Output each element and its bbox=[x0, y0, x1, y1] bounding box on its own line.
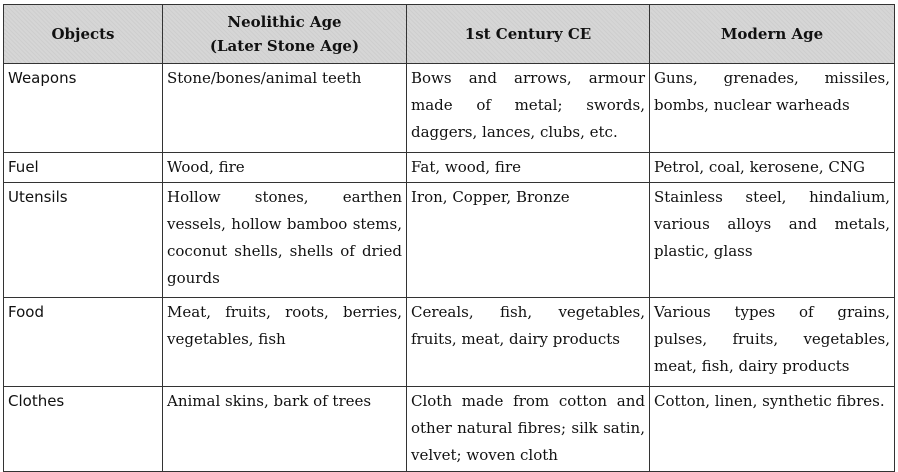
table-row bbox=[4, 298, 895, 387]
row-label-weapons: Weapons bbox=[4, 64, 163, 153]
cell-utensils-neolithic: Hollow stones, earthen vessels, hollow bamboo stems, coconut shells, shells of dried gourds bbox=[163, 183, 407, 298]
cell-clothes-neolithic: Animal skins, bark of trees bbox=[163, 387, 407, 472]
header-modern-age: Modern Age bbox=[650, 5, 895, 64]
cell-food-neolithic: Meat, fruits, roots, berries, vegetables, fish bbox=[163, 298, 407, 387]
table-row bbox=[4, 387, 895, 472]
row-label-utensils: Utensils bbox=[4, 183, 163, 298]
header-neolithic-age bbox=[163, 5, 407, 64]
cell-weapons-neolithic: Stone/bones/animal teeth bbox=[163, 64, 407, 153]
cell-weapons-modern: Guns, grenades, missiles, bombs, nuclear warheads bbox=[650, 64, 895, 153]
header-objects: Objects bbox=[4, 5, 163, 64]
cell-fuel-first-century: Fat, wood, fire bbox=[407, 153, 650, 183]
table-row bbox=[4, 183, 895, 298]
cell-food-modern: Various types of grains, pulses, fruits, vegetables, meat, fish, dairy products bbox=[650, 298, 895, 387]
cell-fuel-modern: Petrol, coal, kerosene, CNG bbox=[650, 153, 895, 183]
cell-utensils-modern: Stainless steel, hindalium, various alloys and metals, plastic, glass bbox=[650, 183, 895, 298]
cell-clothes-modern: Cotton, linen, synthetic fibres. bbox=[650, 387, 895, 472]
cell-weapons-first-century: Bows and arrows, armour made of metal; swords, daggers, lances, clubs, etc. bbox=[407, 64, 650, 153]
header-first-century: 1st Century CE bbox=[407, 5, 650, 64]
cell-food-first-century: Cereals, fish, vegetables, fruits, meat, dairy products bbox=[407, 298, 650, 387]
table-header bbox=[4, 5, 895, 64]
header-neolithic-title: Neolithic Age bbox=[227, 13, 342, 31]
table-body bbox=[4, 64, 895, 472]
table-row bbox=[4, 153, 895, 183]
cell-utensils-first-century: Iron, Copper, Bronze bbox=[407, 183, 650, 298]
table-row bbox=[4, 64, 895, 153]
comparison-table bbox=[3, 4, 895, 472]
row-label-fuel: Fuel bbox=[4, 153, 163, 183]
cell-clothes-first-century: Cloth made from cotton and other natural fibres; silk satin, velvet; woven cloth bbox=[407, 387, 650, 472]
row-label-food: Food bbox=[4, 298, 163, 387]
cell-fuel-neolithic: Wood, fire bbox=[163, 153, 407, 183]
row-label-clothes: Clothes bbox=[4, 387, 163, 472]
header-row bbox=[4, 5, 895, 64]
header-neolithic-subtitle: (Later Stone Age) bbox=[209, 37, 360, 55]
